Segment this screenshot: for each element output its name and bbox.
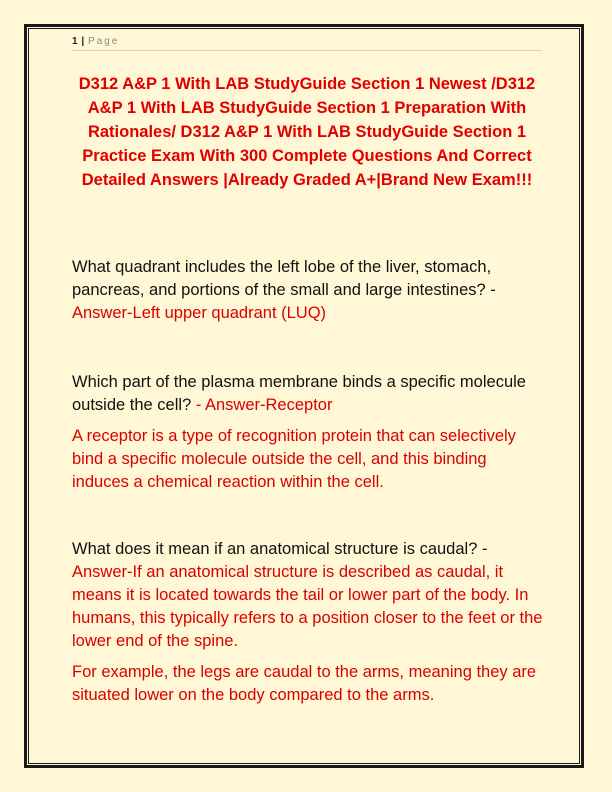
answer-text: Answer-Left upper quadrant (LUQ) [72, 304, 327, 322]
explanation-text: For example, the legs are caudal to the arms, meaning they are situated lower on the body compared to the arms. [72, 663, 537, 704]
explanation-text: A receptor is a type of recognition protein that can selectively bind a specific molecule outside the cell, and this binding induces a chemical reaction within the cell. [72, 427, 516, 491]
page-header [72, 36, 542, 51]
page-label: Page [87, 36, 120, 47]
document-title: D312 A&P 1 With LAB StudyGuide Section 1 Newest /D312 A&P 1 With LAB StudyGuide Section 1 Preparation With Rationales/ D312 A&P 1 With LAB StudyGuide Section 1 Practice Exam With 300 Complete Questions And Correct Detailed Answers |Already Graded A+|Brand New Exam!!! [78, 75, 536, 189]
question-text: Which part of the plasma membrane binds a specific molecule outside the cell? [72, 373, 526, 414]
qa-item-2 [72, 371, 546, 494]
question-text: What does it mean if an anatomical structure is caudal? - [72, 540, 488, 558]
answer-text: - Answer-Receptor [191, 396, 333, 414]
answer-text: Answer-If an anatomical structure is described as caudal, it means it is located towards the tail or lower part of the body. In humans, this typically refers to a position closer to the feet or the lower end of the spine. [72, 563, 543, 650]
qa-content [72, 256, 546, 707]
qa-item-3 [72, 538, 546, 707]
question-text: What quadrant includes the left lobe of the liver, stomach, pancreas, and portions of the small and large intestines? - [72, 258, 496, 299]
page-number: 1 [72, 36, 79, 47]
header-separator: | [81, 36, 85, 47]
qa-item-1 [72, 256, 546, 325]
